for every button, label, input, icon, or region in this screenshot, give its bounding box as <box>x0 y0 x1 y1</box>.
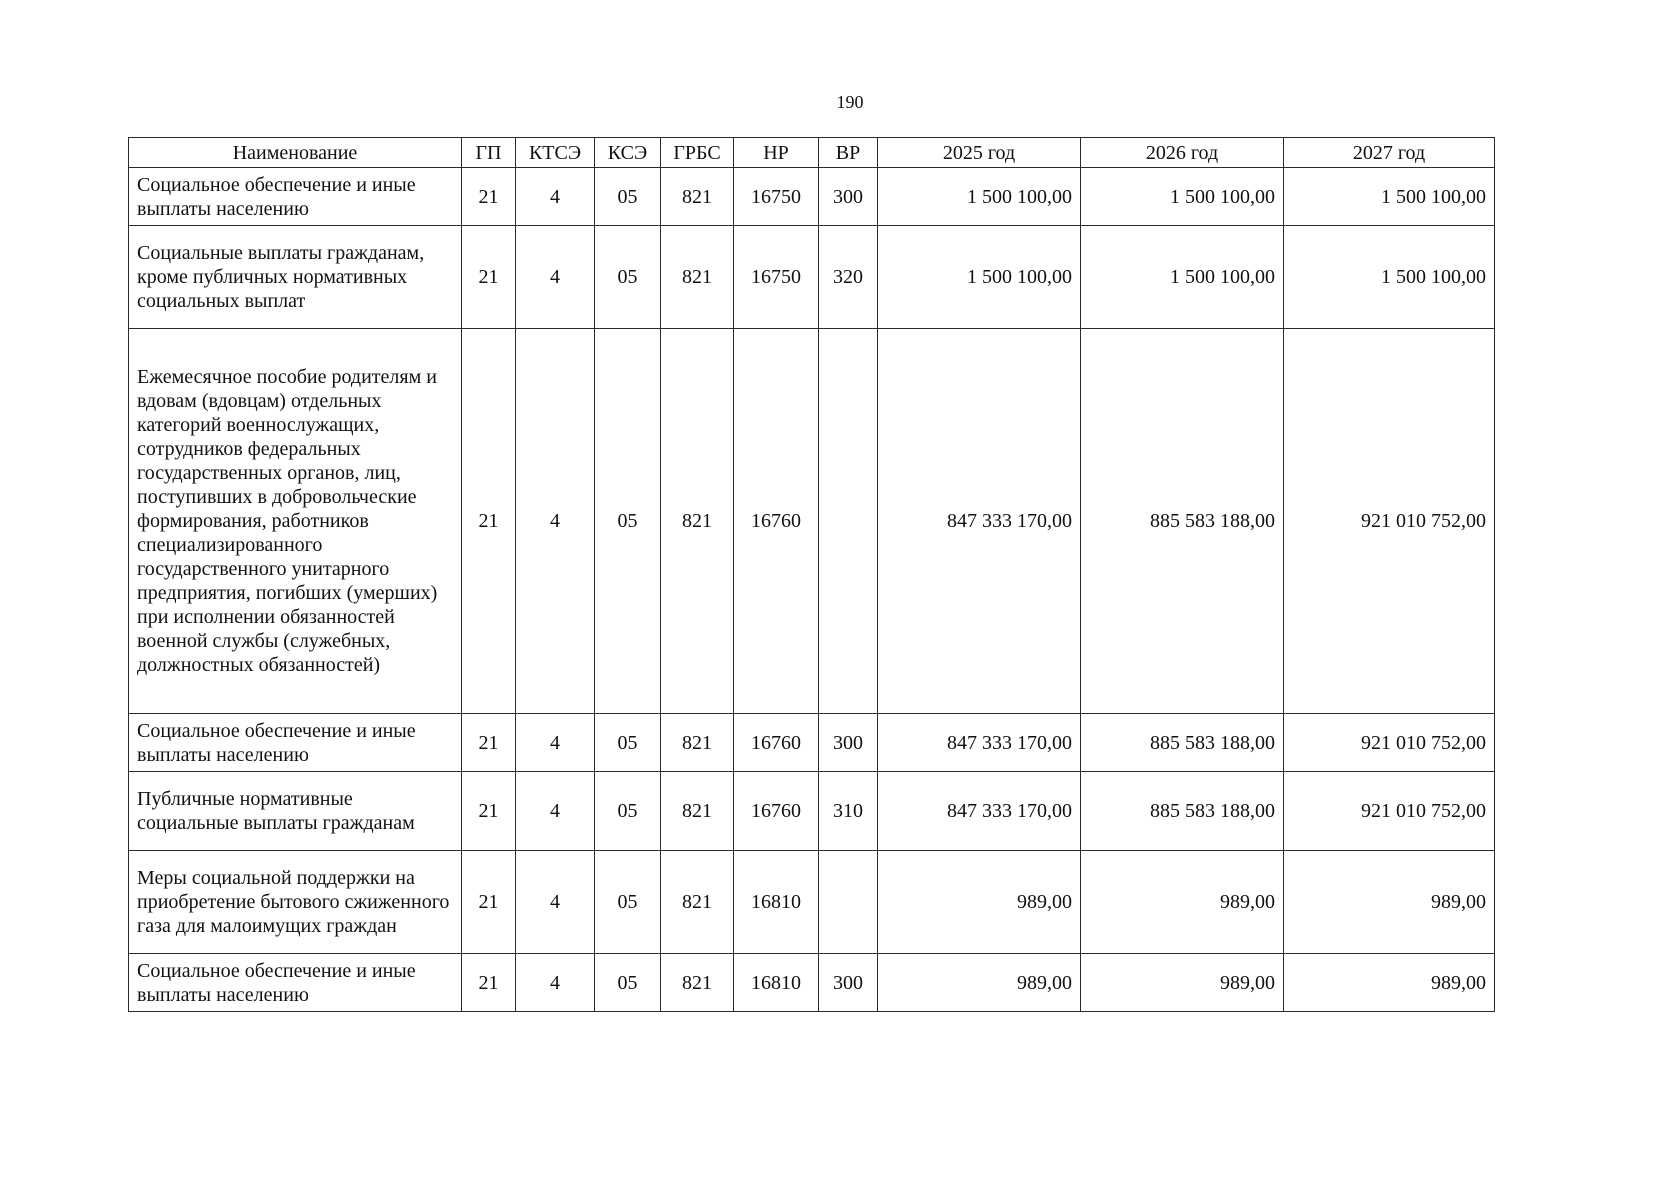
cell-2026: 885 583 188,00 <box>1081 329 1284 714</box>
header-2025: 2025 год <box>878 138 1081 168</box>
cell-vr: 300 <box>819 168 878 226</box>
cell-2025: 1 500 100,00 <box>878 168 1081 226</box>
cell-name: Социальное обеспечение и иные выплаты населению <box>129 168 462 226</box>
cell-vr <box>819 329 878 714</box>
cell-2025: 1 500 100,00 <box>878 226 1081 329</box>
cell-kse: 05 <box>595 329 661 714</box>
cell-grbs: 821 <box>661 714 734 772</box>
cell-ktse: 4 <box>516 329 595 714</box>
table-row <box>129 226 1495 329</box>
header-ktse: КТСЭ <box>516 138 595 168</box>
cell-2027: 989,00 <box>1284 851 1495 954</box>
cell-gp: 21 <box>462 226 516 329</box>
cell-grbs: 821 <box>661 772 734 851</box>
header-name: Наименование <box>129 138 462 168</box>
cell-ktse: 4 <box>516 954 595 1012</box>
cell-grbs: 821 <box>661 329 734 714</box>
header-2026: 2026 год <box>1081 138 1284 168</box>
cell-grbs: 821 <box>661 168 734 226</box>
cell-name: Социальные выплаты гражданам, кроме публичных нормативных социальных выплат <box>129 226 462 329</box>
cell-2026: 989,00 <box>1081 851 1284 954</box>
cell-gp: 21 <box>462 954 516 1012</box>
table-row <box>129 714 1495 772</box>
cell-gp: 21 <box>462 714 516 772</box>
cell-vr: 320 <box>819 226 878 329</box>
cell-grbs: 821 <box>661 954 734 1012</box>
cell-name: Меры социальной поддержки на приобретение бытового сжиженного газа для малоимущих граждан <box>129 851 462 954</box>
cell-gp: 21 <box>462 851 516 954</box>
cell-kse: 05 <box>595 954 661 1012</box>
header-gp: ГП <box>462 138 516 168</box>
cell-2027: 921 010 752,00 <box>1284 714 1495 772</box>
cell-2026: 1 500 100,00 <box>1081 226 1284 329</box>
cell-2025: 989,00 <box>878 954 1081 1012</box>
cell-2027: 921 010 752,00 <box>1284 772 1495 851</box>
cell-kse: 05 <box>595 714 661 772</box>
cell-name: Социальное обеспечение и иные выплаты населению <box>129 954 462 1012</box>
cell-gp: 21 <box>462 772 516 851</box>
cell-grbs: 821 <box>661 851 734 954</box>
cell-kse: 05 <box>595 168 661 226</box>
cell-2025: 989,00 <box>878 851 1081 954</box>
cell-kse: 05 <box>595 772 661 851</box>
cell-2027: 921 010 752,00 <box>1284 329 1495 714</box>
cell-nr: 16810 <box>734 954 819 1012</box>
cell-name: Социальное обеспечение и иные выплаты населению <box>129 714 462 772</box>
cell-2027: 989,00 <box>1284 954 1495 1012</box>
cell-2027: 1 500 100,00 <box>1284 168 1495 226</box>
cell-nr: 16810 <box>734 851 819 954</box>
cell-gp: 21 <box>462 329 516 714</box>
cell-grbs: 821 <box>661 226 734 329</box>
table-row <box>129 851 1495 954</box>
cell-gp: 21 <box>462 168 516 226</box>
header-grbs: ГРБС <box>661 138 734 168</box>
cell-2025: 847 333 170,00 <box>878 714 1081 772</box>
table-row <box>129 329 1495 714</box>
cell-name: Ежемесячное пособие родителям и вдовам (вдовцам) отдельных категорий военнослужащих, сотрудников федеральных государственных органов, лиц, поступивших в добровольческие формирования, работников специализированного государственного унитарного предприятия, погибших (умерших) при исполнении обязанностей военной службы (служебных, должностных обязанностей) <box>129 329 462 714</box>
cell-kse: 05 <box>595 226 661 329</box>
cell-2026: 885 583 188,00 <box>1081 772 1284 851</box>
table-row <box>129 954 1495 1012</box>
cell-vr: 300 <box>819 954 878 1012</box>
cell-vr: 310 <box>819 772 878 851</box>
cell-2026: 989,00 <box>1081 954 1284 1012</box>
cell-nr: 16760 <box>734 714 819 772</box>
cell-kse: 05 <box>595 851 661 954</box>
cell-2026: 1 500 100,00 <box>1081 168 1284 226</box>
cell-ktse: 4 <box>516 168 595 226</box>
cell-nr: 16750 <box>734 168 819 226</box>
table-header-row <box>129 138 1495 168</box>
cell-name: Публичные нормативные социальные выплаты гражданам <box>129 772 462 851</box>
cell-nr: 16760 <box>734 772 819 851</box>
cell-ktse: 4 <box>516 851 595 954</box>
header-nr: НР <box>734 138 819 168</box>
cell-vr: 300 <box>819 714 878 772</box>
cell-ktse: 4 <box>516 714 595 772</box>
table-row <box>129 168 1495 226</box>
page-number: 190 <box>836 92 864 112</box>
header-kse: КСЭ <box>595 138 661 168</box>
cell-2025: 847 333 170,00 <box>878 772 1081 851</box>
cell-2025: 847 333 170,00 <box>878 329 1081 714</box>
header-2027: 2027 год <box>1284 138 1495 168</box>
cell-2027: 1 500 100,00 <box>1284 226 1495 329</box>
cell-ktse: 4 <box>516 226 595 329</box>
budget-table <box>128 137 1495 1012</box>
cell-nr: 16750 <box>734 226 819 329</box>
table-row <box>129 772 1495 851</box>
cell-ktse: 4 <box>516 772 595 851</box>
header-vr: ВР <box>819 138 878 168</box>
cell-nr: 16760 <box>734 329 819 714</box>
cell-vr <box>819 851 878 954</box>
cell-2026: 885 583 188,00 <box>1081 714 1284 772</box>
